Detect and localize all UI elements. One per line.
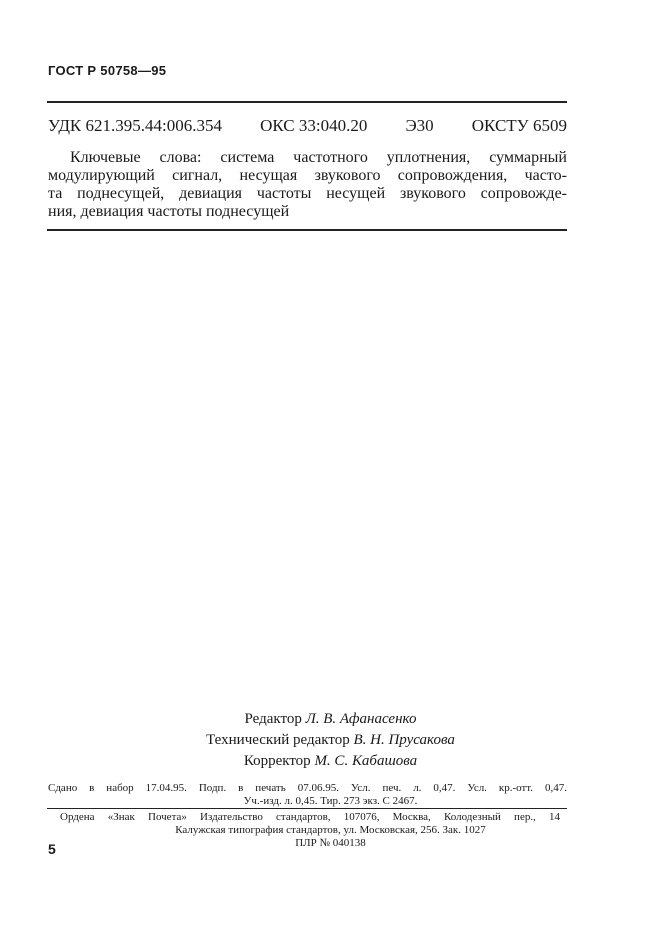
tech-editor-name: В. Н. Прусакова xyxy=(353,732,455,748)
page-number: 5 xyxy=(48,841,56,857)
keywords-divider xyxy=(47,229,567,231)
corrector-credit xyxy=(0,753,661,770)
keywords-line: Ключевые слова: система частотного уплотнения, суммарный xyxy=(70,149,567,166)
printer-line: Калужская типография стандартов, ул. Московская, 256. Зак. 1027 xyxy=(175,824,486,836)
classification-codes xyxy=(48,116,567,136)
editor-credit xyxy=(0,711,661,728)
imprint-line: Уч.-изд. л. 0,45. Тир. 273 экз. С 2467. xyxy=(243,795,418,807)
document-header-id: ГОСТ Р 50758—95 xyxy=(48,63,167,78)
e-code: Э30 xyxy=(405,116,434,135)
top-divider xyxy=(47,101,567,103)
editor-name: Л. В. Афанасенко xyxy=(305,711,417,727)
keywords-line: та поднесущей, девиация частоты несущей звукового сопровожде- xyxy=(48,185,567,202)
keywords-line: модулирующий сигнал, несущая звукового сопровождения, часто- xyxy=(48,167,567,184)
oks-code: ОКС 33:040.20 xyxy=(260,116,368,135)
keywords-line: ния, девиация частоты поднесущей xyxy=(48,203,290,220)
imprint-divider xyxy=(47,808,567,809)
tech-editor-label: Технический редактор xyxy=(206,732,350,748)
tech-editor-credit xyxy=(0,732,661,749)
publisher-line: Ордена «Знак Почета» Издательство стандартов, 107076, Москва, Колодезный пер., 14 xyxy=(60,811,560,823)
udk-code: УДК 621.395.44:006.354 xyxy=(48,116,222,135)
license-line: ПЛР № 040138 xyxy=(295,837,366,849)
imprint-line: Сдано в набор 17.04.95. Подп. в печать 07.06.95. Усл. печ. л. 0,47. Усл. кр.-отт. 0,47. xyxy=(48,782,567,794)
corrector-label: Корректор xyxy=(243,753,311,769)
editor-label: Редактор xyxy=(244,711,302,727)
okstu-code: ОКСТУ 6509 xyxy=(471,116,567,135)
corrector-name: М. С. Кабашова xyxy=(314,753,418,769)
